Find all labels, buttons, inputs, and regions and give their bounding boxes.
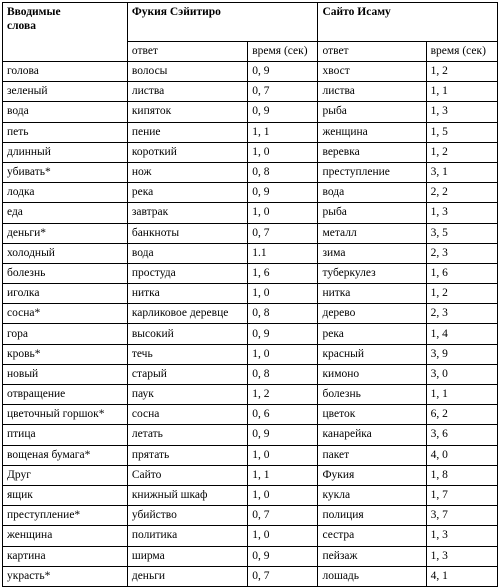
person1-answer: прятать: [127, 445, 247, 465]
person1-answer: высокий: [127, 324, 247, 344]
person2-answer: болезнь: [318, 385, 426, 405]
table-row: [3, 445, 498, 465]
person1-answer: нож: [127, 162, 247, 182]
table-row: [3, 364, 498, 384]
person2-answer: Фукия: [318, 465, 426, 485]
person2-answer: листва: [318, 82, 426, 102]
person2-answer: канарейка: [318, 425, 426, 445]
header-row-names: [3, 3, 498, 42]
person1-time: 0, 8: [248, 364, 318, 384]
person2-time: 2, 2: [426, 183, 497, 203]
person1-time: 0, 7: [248, 82, 318, 102]
stimulus-word: зеленый: [3, 82, 128, 102]
person1-time: 1, 0: [248, 284, 318, 304]
stimulus-word: длинный: [3, 142, 128, 162]
person1-answer: река: [127, 183, 247, 203]
table-row: [3, 425, 498, 445]
person2-answer: женщина: [318, 122, 426, 142]
stimulus-word: еда: [3, 203, 128, 223]
stimulus-word: цветочный горшок*: [3, 405, 128, 425]
person2-time: 4, 1: [426, 566, 497, 586]
table-row: [3, 162, 498, 182]
words-header-line1: Вводимые: [7, 6, 61, 18]
person1-time: 0, 8: [248, 304, 318, 324]
table-row: [3, 82, 498, 102]
person2-time: 1, 5: [426, 122, 497, 142]
stimulus-word: сосна*: [3, 304, 128, 324]
person2-answer: нитка: [318, 284, 426, 304]
person2-time: 1, 2: [426, 142, 497, 162]
table-row: [3, 385, 498, 405]
person1-time: 1, 1: [248, 122, 318, 142]
person2-answer: рыба: [318, 203, 426, 223]
person2-answer: вода: [318, 183, 426, 203]
person1-time: 1, 0: [248, 344, 318, 364]
person2-time: 1, 7: [426, 485, 497, 505]
person1-time: 0, 9: [248, 183, 318, 203]
person2-time: 1, 2: [426, 284, 497, 304]
person2-answer: кукла: [318, 485, 426, 505]
person2-time: 3, 1: [426, 162, 497, 182]
person1-answer: волосы: [127, 62, 247, 82]
person1-answer: сосна: [127, 405, 247, 425]
person2-time: 3, 5: [426, 223, 497, 243]
person2-time: 2, 3: [426, 243, 497, 263]
table-row: [3, 62, 498, 82]
person1-answer: ширма: [127, 546, 247, 566]
person1-time: 1, 0: [248, 142, 318, 162]
person1-time: 0, 8: [248, 162, 318, 182]
table-row: [3, 122, 498, 142]
person2-header: Сайто Исаму: [318, 3, 498, 42]
stimulus-word: убивать*: [3, 162, 128, 182]
table-row: [3, 566, 498, 586]
person2-answer: лошадь: [318, 566, 426, 586]
person2-time: 1, 4: [426, 324, 497, 344]
person1-answer: нитка: [127, 284, 247, 304]
table-row: [3, 324, 498, 344]
person1-header: Фукия Сэйитиро: [127, 3, 318, 42]
stimulus-word: кровь*: [3, 344, 128, 364]
person2-answer: река: [318, 324, 426, 344]
stimulus-word: иголка: [3, 284, 128, 304]
person1-time: 1, 0: [248, 445, 318, 465]
person1-time: 0, 6: [248, 405, 318, 425]
person2-time: 2, 3: [426, 304, 497, 324]
table-row: [3, 284, 498, 304]
person1-time: 0, 9: [248, 102, 318, 122]
stimulus-word: гора: [3, 324, 128, 344]
person2-time: 3, 6: [426, 425, 497, 445]
person1-time: 1, 2: [248, 385, 318, 405]
person2-answer: сестра: [318, 526, 426, 546]
table-row: [3, 465, 498, 485]
person1-answer: кипяток: [127, 102, 247, 122]
table-row: [3, 405, 498, 425]
stimulus-word: женщина: [3, 526, 128, 546]
stimulus-word: болезнь: [3, 263, 128, 283]
stimulus-word: ящик: [3, 485, 128, 505]
person1-answer: политика: [127, 526, 247, 546]
stimulus-word: вощеная бумага*: [3, 445, 128, 465]
person2-time: 3, 0: [426, 364, 497, 384]
stimulus-word: лодка: [3, 183, 128, 203]
person2-time: 1, 3: [426, 546, 497, 566]
person1-time: 0, 9: [248, 324, 318, 344]
person1-answer-header: ответ: [127, 42, 247, 62]
stimulus-word: вода: [3, 102, 128, 122]
table-row: [3, 263, 498, 283]
person2-answer: пакет: [318, 445, 426, 465]
person2-answer: красный: [318, 344, 426, 364]
person2-time: 1, 6: [426, 263, 497, 283]
person1-time: 1, 1: [248, 465, 318, 485]
stimulus-word: голова: [3, 62, 128, 82]
person1-time: 0, 9: [248, 546, 318, 566]
person1-answer: деньги: [127, 566, 247, 586]
person2-time: 3, 9: [426, 344, 497, 364]
table-row: [3, 344, 498, 364]
stimulus-word: птица: [3, 425, 128, 445]
person1-answer: летать: [127, 425, 247, 445]
person2-answer: туберкулез: [318, 263, 426, 283]
stimulus-word: Друг: [3, 465, 128, 485]
table-row: [3, 102, 498, 122]
stimulus-word: картина: [3, 546, 128, 566]
person2-time: 1, 3: [426, 203, 497, 223]
person2-answer: кимоно: [318, 364, 426, 384]
person2-answer: преступление: [318, 162, 426, 182]
person2-answer: металл: [318, 223, 426, 243]
words-header-line2: слова: [7, 20, 36, 32]
stimulus-word: отвращение: [3, 385, 128, 405]
person1-answer: Сайто: [127, 465, 247, 485]
person2-answer: дерево: [318, 304, 426, 324]
table-row: [3, 203, 498, 223]
person1-answer: банкноты: [127, 223, 247, 243]
person2-time: 6, 2: [426, 405, 497, 425]
person2-time: 1, 3: [426, 526, 497, 546]
person1-time: 0, 9: [248, 425, 318, 445]
table-row: [3, 183, 498, 203]
stimulus-word: деньги*: [3, 223, 128, 243]
person1-answer: убийство: [127, 506, 247, 526]
person2-time: 1, 2: [426, 62, 497, 82]
person1-time-header: время (сек): [248, 42, 318, 62]
person2-time: 1, 1: [426, 82, 497, 102]
table-row: [3, 506, 498, 526]
person2-time-header: время (сек): [426, 42, 497, 62]
person2-time: 1, 8: [426, 465, 497, 485]
person2-answer: зима: [318, 243, 426, 263]
stimulus-word: новый: [3, 364, 128, 384]
person1-time: 0, 7: [248, 506, 318, 526]
table-row: [3, 304, 498, 324]
table-row: [3, 223, 498, 243]
person1-answer: старый: [127, 364, 247, 384]
person2-answer-header: ответ: [318, 42, 426, 62]
person1-time: 0, 7: [248, 223, 318, 243]
person1-answer: короткий: [127, 142, 247, 162]
person1-time: 1, 0: [248, 203, 318, 223]
person1-time: 0, 9: [248, 62, 318, 82]
person2-time: 4, 0: [426, 445, 497, 465]
person1-answer: завтрак: [127, 203, 247, 223]
person1-time: 1, 6: [248, 263, 318, 283]
association-table: [2, 2, 498, 587]
person1-answer: книжный шкаф: [127, 485, 247, 505]
person1-answer: пение: [127, 122, 247, 142]
words-column-header: [3, 3, 128, 62]
person1-answer: листва: [127, 82, 247, 102]
person2-answer: полиция: [318, 506, 426, 526]
person1-time: 1.1: [248, 243, 318, 263]
stimulus-word: петь: [3, 122, 128, 142]
person2-answer: цветок: [318, 405, 426, 425]
stimulus-word: холодный: [3, 243, 128, 263]
person1-time: 0, 7: [248, 566, 318, 586]
person2-time: 3, 7: [426, 506, 497, 526]
person2-time: 1, 1: [426, 385, 497, 405]
person2-time: 1, 3: [426, 102, 497, 122]
person2-answer: веревка: [318, 142, 426, 162]
person2-answer: хвост: [318, 62, 426, 82]
person1-answer: карликовое деревце: [127, 304, 247, 324]
table-row: [3, 546, 498, 566]
person2-answer: рыба: [318, 102, 426, 122]
person1-answer: вода: [127, 243, 247, 263]
stimulus-word: украсть*: [3, 566, 128, 586]
stimulus-word: преступление*: [3, 506, 128, 526]
person1-time: 1, 0: [248, 485, 318, 505]
person1-answer: простуда: [127, 263, 247, 283]
person1-answer: течь: [127, 344, 247, 364]
table-row: [3, 243, 498, 263]
table-row: [3, 142, 498, 162]
person2-answer: пейзаж: [318, 546, 426, 566]
table-row: [3, 526, 498, 546]
table-row: [3, 485, 498, 505]
person1-answer: паук: [127, 385, 247, 405]
person1-time: 1, 0: [248, 526, 318, 546]
